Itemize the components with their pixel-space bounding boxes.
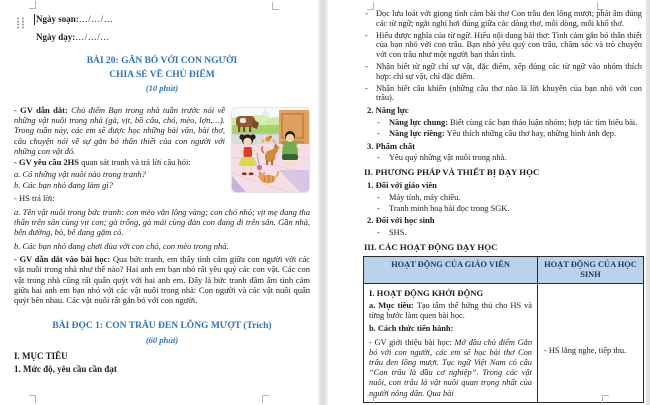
goal-text: Hiểu được nghĩa của từ ngữ. Hiểu nội dung bài thơ: Tình cảm gắn bó thân thiết của bạn nhỏ với con trâu. Bạn nhỏ yêu quý con trâu, chăm sóc và trò chuyện với con trâu như một người bạn thân tình. xyxy=(376,30,642,60)
lesson-illustration[interactable] xyxy=(231,107,310,193)
drag-handle-icon[interactable] xyxy=(16,16,25,34)
nang-luc-rieng-item xyxy=(363,129,642,139)
answer-a: a. Tên vật nuôi trong bức tranh: con mèo vằn lông vàng; con chó nhỏ; vịt mẹ đang tha thẩn trên sân cùng vịt con; gà trống, gà mái cùng đàn con đang đi trên sân. Gần nhà, bên đường, bò, bê đang gặm cỏ. xyxy=(14,206,310,238)
question-a: a. Có những vật nuôi nào trong tranh? xyxy=(14,168,146,179)
goal-text: Đọc lưu loát với giọng tình cảm bài thơ Con trâu đen lông mượt; phát âm đúng các từ ngữ; ngắt nghỉ hơi đúng giữa các dòng thơ, mỗi dòng, mỗi khổ thơ. xyxy=(376,9,642,28)
goal-item xyxy=(363,9,642,29)
page-corner-mark xyxy=(272,2,279,10)
header-student-activities: HOẠT ĐỘNG CỦA HỌC SINH xyxy=(538,256,644,283)
lesson-title-line1: BÀI 20: GẮN BÓ VỚI CON NGƯỜI xyxy=(86,56,238,66)
section-activities: III. CÁC HOẠT ĐỘNG DẠY HỌC xyxy=(364,241,498,252)
paragraph-lead: - GV dẫn dắt: xyxy=(14,104,68,115)
paragraph-text: Qua bức tranh, em thấy tình cảm giữa con người với các vật nuôi trong nhà như thế nào? Hai anh em bạn nhỏ rất yêu quý các con vật. Các con vật trong nhà cũng rất quấn quýt với hai anh em. Đây là bức tranh đầm ấm tình cảm giữa hai anh em bạn nhỏ với các vật nuôi trong nhà: Con người và các vật nuôi quấn quýt bên nhau. Các vật nuôi rất gắn bó với con người. xyxy=(14,253,310,306)
teacher-item xyxy=(363,193,642,203)
page-corner-mark xyxy=(29,395,36,403)
bullet-dash: - xyxy=(377,128,380,138)
teacher-item-text: Tranh minh hoạ bài đọc trong SGK. xyxy=(389,203,510,213)
question-b: b. Các bạn nhỏ đang làm gì? xyxy=(14,179,113,190)
section-nang-luc: 2. Năng lực xyxy=(367,105,409,116)
paragraph-text: quan sát tranh và trả lời câu hỏi: xyxy=(81,157,191,168)
table-header-row xyxy=(364,256,644,283)
goal-item xyxy=(363,31,642,60)
page-2[interactable] xyxy=(328,0,646,405)
paragraph-text: Chủ điểm Bạn trong nhà tuần trước nói về những vật nuôi trong nhà (gà, vịt, bồ câu, chó, mèo, lợn,…). Trong tuần này, các em sẽ được học những bài văn, bài thơ, câu chuyện nói về sự gắn bó thân thiết của con người với những con vật đó. xyxy=(14,104,225,156)
answer-b: b. Các bạn nhỏ đang chơi đùa với con chó, con mèo trong nhà. xyxy=(14,240,229,251)
nang-luc-chung-label: Năng lực chung: xyxy=(389,117,449,127)
bullet-dash: - xyxy=(377,192,380,202)
nang-luc-rieng-text: Yêu thích những câu thơ hay, những hình ảnh đẹp. xyxy=(446,128,617,138)
reading-duration: (60 phút) xyxy=(145,334,179,345)
hs-answer-lead: - HS trả lời: xyxy=(14,193,55,204)
intro-lead: - GV giới thiệu bài học: xyxy=(369,337,452,347)
date-prepared-label: Ngày soạn: xyxy=(36,14,79,24)
teacher-activity-cell xyxy=(364,283,538,402)
paragraph-lead: - GV yêu cầu 2HS xyxy=(14,157,80,168)
page-corner-mark xyxy=(602,395,609,403)
activity-objective xyxy=(369,301,532,321)
activity-intro xyxy=(369,338,532,399)
bullet-dash: - xyxy=(377,203,380,213)
nang-luc-rieng-label: Năng lực riêng: xyxy=(389,128,445,138)
section-pham-chat: 3. Phẩm chất xyxy=(367,140,415,151)
date-prepared-value: …/…/… xyxy=(78,14,114,24)
pham-chat-item xyxy=(363,153,642,163)
student-item xyxy=(363,228,642,238)
header-teacher-activities: HOẠT ĐỘNG CỦA GIÁO VIÊN xyxy=(364,256,538,283)
section-method: II. PHƯƠNG PHÁP VÀ THIẾT BỊ DẠY HỌC xyxy=(364,167,540,178)
goal-item xyxy=(363,84,642,104)
student-response: - HS lắng nghe, tiếp thu. xyxy=(544,345,627,355)
date-taught-value: …/…/… xyxy=(75,32,110,42)
goal-item xyxy=(363,62,642,82)
bullet-dash: - xyxy=(377,117,380,127)
paragraph-gv-dan-dat-vao-bai xyxy=(14,254,310,306)
goal-text: Nhận biết từ ngữ chỉ sự vật, đặc điểm, xếp đúng các từ ngữ vào nhóm thích hợp: chỉ sự vật, chỉ đặc điểm. xyxy=(376,61,642,81)
activity-title: I. HOẠT ĐỘNG KHỞI ĐỘNG xyxy=(369,287,484,298)
objective-label: a. Mục tiêu: xyxy=(369,300,414,310)
bullet-dash: - xyxy=(377,153,380,163)
table-row xyxy=(364,283,644,402)
lesson-title-line2: CHIA SẺ VỀ CHỦ ĐIỂM xyxy=(109,69,215,80)
reading-title xyxy=(14,319,310,347)
date-taught-label: Ngày dạy: xyxy=(36,32,76,42)
page-corner-mark xyxy=(29,1,36,9)
goal-text: Nhận biết câu khiến (những câu thơ nào là lời khuyên của bạn nhỏ với con trâu). xyxy=(376,83,642,103)
student-activity-cell xyxy=(538,283,644,402)
activities-table xyxy=(363,256,644,403)
bullet-dash: - xyxy=(365,61,368,71)
nang-luc-chung-item xyxy=(363,118,642,128)
page-1[interactable] xyxy=(0,0,318,405)
text-caret xyxy=(34,14,35,25)
teacher-heading: 1. Đối với giáo viên xyxy=(367,179,437,190)
children-pets-illustration-image xyxy=(231,107,310,193)
objective-text: Tạo tâm thế hứng thú cho HS và từng bước làm quen bài học. xyxy=(369,300,532,321)
section-muc-tieu: I. MỤC TIÊU xyxy=(14,350,68,361)
page-corner-mark xyxy=(367,395,374,403)
yarn-ball xyxy=(257,164,262,169)
paragraph-lead: - GV dẫn dắt vào bài học: xyxy=(14,253,111,264)
bullet-dash: - xyxy=(365,30,368,40)
pham-chat-text: Yêu quý những vật nuôi trong nhà. xyxy=(389,153,507,163)
nang-luc-chung-text: Biết cùng các bạn thảo luận nhóm; hợp tác tìm hiểu bài. xyxy=(450,117,638,127)
lesson-title xyxy=(14,55,310,96)
student-heading: 2. Đối với học sinh xyxy=(367,215,435,226)
teacher-item xyxy=(363,204,642,214)
date-prepared-line xyxy=(36,14,310,24)
method-label: b. Cách thức tiến hành: xyxy=(369,324,454,334)
page-gap xyxy=(318,0,328,405)
reading-title-text: BÀI ĐỌC 1: CON TRÂU ĐEN LÔNG MƯỢT (Trích) xyxy=(52,320,272,331)
page-corner-mark xyxy=(262,395,269,403)
teacher-item-text: Máy tính, máy chiếu. xyxy=(389,192,461,202)
date-taught-line xyxy=(36,32,310,42)
bullet-dash: - xyxy=(365,83,368,93)
intro-text: Mở đầu chủ điểm Gắn bó với con người, các em sẽ học bài thơ Con trâu đen lông mượt. Tục ngữ Việt Nam có câu “Con trâu là đầu cơ nghiệp”. Trong các vật nuôi, con trâu là vật nuôi quan trọng nhất của người nông dân. Qua bài xyxy=(369,337,533,398)
background-strip xyxy=(646,0,650,405)
lesson-duration: (10 phút) xyxy=(145,83,179,93)
bullet-dash: - xyxy=(377,228,380,238)
student-item-text: SHS. xyxy=(389,228,407,238)
bullet-dash: - xyxy=(365,9,368,18)
sub-muc-do: 1. Mức độ, yêu cầu cần đạt xyxy=(14,363,117,374)
